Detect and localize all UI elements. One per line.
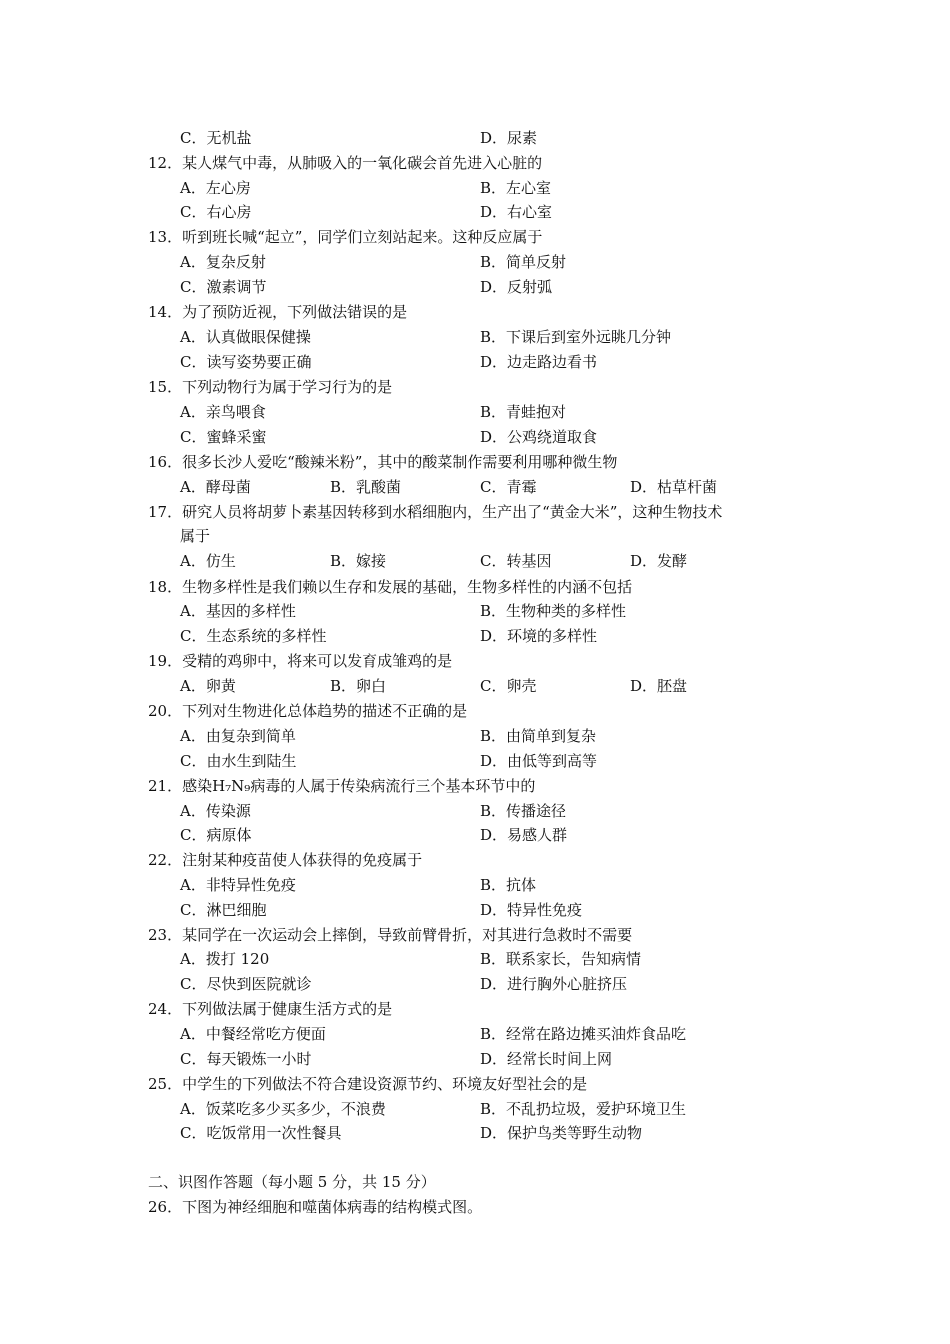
option-c: C．激素调节	[180, 278, 267, 296]
option-c: C．每天锻炼一小时	[180, 1050, 312, 1068]
option-d: D．由低等到高等	[480, 752, 598, 770]
option-d: D．公鸡绕道取食	[480, 428, 598, 446]
option-b: B．经常在路边摊买油炸食品吃	[480, 1025, 687, 1043]
option-row	[0, 176, 950, 201]
section-title: 二、识图作答题（每小题 5 分，共 15 分）	[148, 1173, 436, 1191]
question-stem: 13．听到班长喊“起立”，同学们立刻站起来。这种反应属于	[148, 228, 543, 246]
question-stem: 12．某人煤气中毒，从肺吸入的一氧化碳会首先进入心脏的	[148, 154, 543, 172]
question-stem: 23．某同学在一次运动会上摔倒，导致前臂骨折，对其进行急救时不需要	[148, 926, 633, 944]
option-row	[0, 749, 950, 774]
option-a: A．仿生	[180, 552, 236, 570]
option-row	[0, 624, 950, 649]
option-c: C．吃饭常用一次性餐具	[180, 1124, 342, 1142]
option-d: D．胚盘	[630, 677, 688, 695]
question-stem: 24．下列做法属于健康生活方式的是	[148, 1000, 393, 1018]
option-a: A．基因的多样性	[180, 602, 296, 620]
option-a: A．饭菜吃多少买多少，不浪费	[180, 1100, 386, 1118]
question-stem: 16．很多长沙人爱吃“酸辣米粉”，其中的酸菜制作需要利用哪种微生物	[148, 453, 618, 471]
option-b: B．下课后到室外远眺几分钟	[480, 328, 672, 346]
option-d: D．反射弧	[480, 278, 553, 296]
question-24	[0, 997, 950, 1022]
option-a: A．卵黄	[180, 677, 236, 695]
option-c: C．生态系统的多样性	[180, 627, 327, 645]
option-c: C．转基因	[480, 552, 552, 570]
option-row	[0, 1121, 950, 1146]
option-d: D．进行胸外心脏挤压	[480, 975, 628, 993]
question-16	[0, 450, 950, 475]
option-a: A．左心房	[180, 179, 251, 197]
question-13	[0, 225, 950, 250]
question-15	[0, 375, 950, 400]
option-b: B．卵白	[330, 677, 387, 695]
option-row	[0, 350, 950, 375]
option-row	[0, 275, 950, 300]
option-b: B．传播途径	[480, 802, 567, 820]
option-row	[0, 898, 950, 923]
question-19	[0, 649, 950, 674]
option-c: C．青霉	[480, 478, 537, 496]
question-stem: 20．下列对生物进化总体趋势的描述不正确的是	[148, 702, 468, 720]
option-row	[0, 947, 950, 972]
option-b: B．联系家长，告知病情	[480, 950, 642, 968]
option-a: A．亲鸟喂食	[180, 403, 266, 421]
option-a: A．由复杂到简单	[180, 727, 296, 745]
option-row	[0, 1097, 950, 1122]
option-d: D．保护鸟类等野生动物	[480, 1124, 643, 1142]
option-d: D．尿素	[480, 129, 538, 147]
option-row	[0, 400, 950, 425]
option-c: C．淋巴细胞	[180, 901, 267, 919]
option-row	[0, 1022, 950, 1047]
option-row	[0, 823, 950, 848]
question-12	[0, 151, 950, 176]
option-row	[0, 250, 950, 275]
option-c: C．病原体	[180, 826, 252, 844]
option-d: D．发酵	[630, 552, 688, 570]
option-d: D．枯草杆菌	[630, 478, 718, 496]
option-c: C．右心房	[180, 203, 252, 221]
question-stem: 26．下图为神经细胞和噬菌体病毒的结构模式图。	[148, 1198, 483, 1216]
option-a: A．酵母菌	[180, 478, 251, 496]
option-a: A．拨打 120	[180, 950, 270, 968]
option-a: A．非特异性免疫	[180, 876, 296, 894]
option-d: D．边走路边看书	[480, 353, 598, 371]
option-b: B．嫁接	[330, 552, 387, 570]
option-row	[0, 200, 950, 225]
option-b: B．左心室	[480, 179, 552, 197]
question-14	[0, 300, 950, 325]
question-stem: 17．研究人员将胡萝卜素基因转移到水稻细胞内，生产出了“黄金大米”，这种生物技术	[148, 503, 723, 521]
option-c: C．由水生到陆生	[180, 752, 297, 770]
option-d: D．易感人群	[480, 826, 568, 844]
option-b: B．简单反射	[480, 253, 567, 271]
option-row	[0, 972, 950, 997]
option-d: D．环境的多样性	[480, 627, 598, 645]
option-c: C．读写姿势要正确	[180, 353, 312, 371]
option-b: B．由简单到复杂	[480, 727, 597, 745]
option-row	[0, 425, 950, 450]
option-d: D．特异性免疫	[480, 901, 583, 919]
question-21	[0, 774, 950, 799]
option-c: C．尽快到医院就诊	[180, 975, 312, 993]
question-17-continued	[0, 524, 950, 549]
option-row	[0, 674, 950, 699]
option-b: B．乳酸菌	[330, 478, 402, 496]
question-stem: 14．为了预防近视，下列做法错误的是	[148, 303, 408, 321]
question-25	[0, 1072, 950, 1097]
question-18	[0, 575, 950, 600]
question-17	[0, 500, 950, 525]
option-a: A．传染源	[180, 802, 251, 820]
option-row	[0, 325, 950, 350]
section-heading	[0, 1170, 950, 1195]
question-26	[0, 1195, 950, 1220]
question-20	[0, 699, 950, 724]
option-a: A．中餐经常吃方便面	[180, 1025, 326, 1043]
question-stem: 21．感染H₇N₉病毒的人属于传染病流行三个基本环节中的	[148, 777, 536, 795]
question-stem: 19．受精的鸡卵中，将来可以发育成雏鸡的是	[148, 652, 453, 670]
option-a: A．认真做眼保健操	[180, 328, 311, 346]
option-row	[0, 126, 950, 151]
option-b: B．青蛙抱对	[480, 403, 567, 421]
option-d: D．右心室	[480, 203, 553, 221]
option-row	[0, 599, 950, 624]
option-row	[0, 475, 950, 500]
question-stem-continuation: 属于	[180, 527, 211, 545]
option-c: C．无机盐	[180, 129, 252, 147]
option-b: B．不乱扔垃圾，爱护环境卫生	[480, 1100, 687, 1118]
question-22	[0, 848, 950, 873]
question-stem: 18．生物多样性是我们赖以生存和发展的基础，生物多样性的内涵不包括	[148, 578, 633, 596]
question-stem: 22．注射某种疫苗使人体获得的免疫属于	[148, 851, 423, 869]
option-b: B．生物种类的多样性	[480, 602, 627, 620]
option-row	[0, 799, 950, 824]
question-stem: 25．中学生的下列做法不符合建设资源节约、环境友好型社会的是	[148, 1075, 588, 1093]
option-row	[0, 724, 950, 749]
option-a: A．复杂反射	[180, 253, 266, 271]
option-d: D．经常长时间上网	[480, 1050, 613, 1068]
option-c: C．蜜蜂采蜜	[180, 428, 267, 446]
option-b: B．抗体	[480, 876, 537, 894]
option-row	[0, 1047, 950, 1072]
option-row	[0, 873, 950, 898]
option-c: C．卵壳	[480, 677, 537, 695]
question-stem: 15．下列动物行为属于学习行为的是	[148, 378, 393, 396]
question-23	[0, 923, 950, 948]
option-row	[0, 549, 950, 574]
